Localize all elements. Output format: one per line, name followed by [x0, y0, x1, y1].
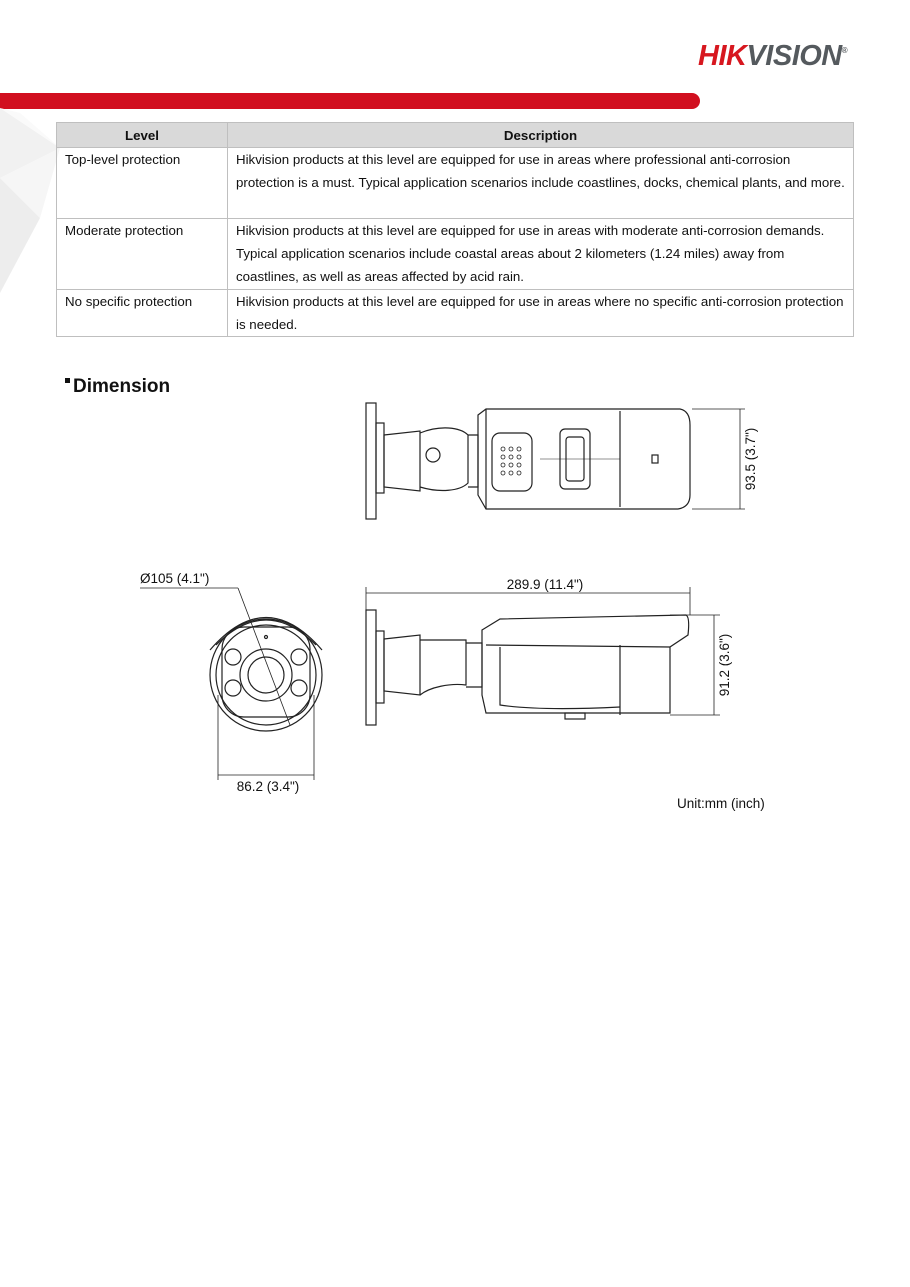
description-cell: Hikvision products at this level are equipped for use in areas with moderate anti-corrosion demands. Typical application scenarios include coastal areas about 2 kilometers (1.24 miles) away from coastlines, as well as areas affected by acid rain. — [228, 219, 854, 290]
level-column-header: Level — [57, 123, 228, 148]
top-height-label: 93.5 (3.7") — [743, 427, 758, 491]
table-row — [57, 219, 854, 290]
hikvision-logo — [698, 40, 868, 72]
camera-side-view — [366, 577, 720, 725]
logo-red-part: HIK — [698, 40, 747, 72]
camera-top-view — [366, 403, 745, 519]
description-column-header: Description — [228, 123, 854, 148]
table-header-row — [57, 123, 854, 148]
level-cell: Top-level protection — [57, 148, 228, 219]
description-cell: Hikvision products at this level are equipped for use in areas where no specific anti-corrosion protection is needed. — [228, 290, 854, 337]
camera-front-view — [140, 571, 322, 780]
table-row — [57, 290, 854, 337]
dimension-heading-text: Dimension — [73, 376, 171, 397]
unit-label: Unit:mm (inch) — [677, 796, 765, 811]
front-width-label: 86.2 (3.4") — [236, 779, 300, 794]
camera-dimension-drawing — [0, 395, 910, 815]
description-cell: Hikvision products at this level are equipped for use in areas where professional anti-corrosion protection is a must. Typical application scenarios include coastlines, docks, chemical plants, and more. — [228, 148, 854, 219]
logo-grey-part: VISION — [746, 40, 842, 72]
header-red-bar — [0, 93, 700, 109]
level-cell: No specific protection — [57, 290, 228, 337]
table-row — [57, 148, 854, 219]
side-height-label: 91.2 (3.6") — [717, 633, 732, 697]
protection-level-table — [56, 122, 854, 337]
level-cell: Moderate protection — [57, 219, 228, 290]
bullet-square-icon — [65, 378, 70, 383]
length-label: 289.9 (11.4") — [506, 577, 584, 592]
registered-mark: ® — [841, 46, 848, 55]
diameter-label: Ø105 (4.1") — [140, 571, 210, 586]
